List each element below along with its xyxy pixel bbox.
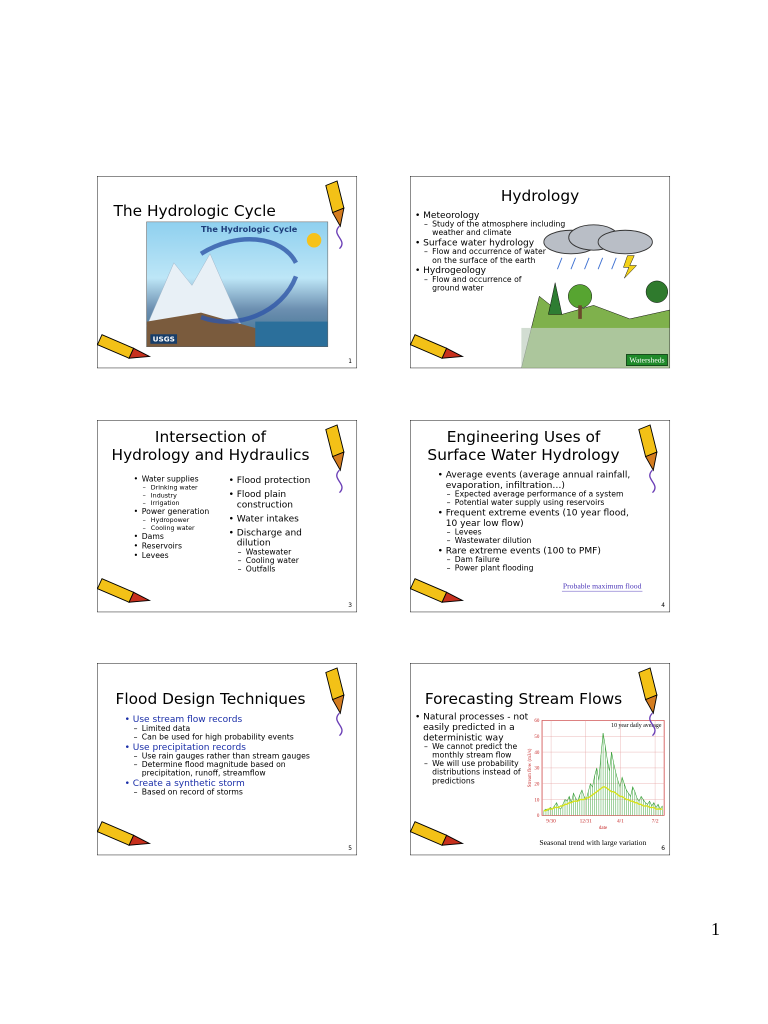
bullet: • Water intakes: [229, 513, 328, 523]
slide-engineering-uses: [410, 420, 670, 612]
tree-icon: [568, 285, 592, 309]
y-tick-label: 0: [536, 814, 540, 820]
slide-number: 3: [348, 602, 353, 610]
slide-forecasting: [410, 663, 670, 855]
tree-icon: [548, 283, 562, 315]
hydrologic-cycle-figure: [146, 222, 328, 347]
sub-bullet: – Flow and occurrence of ground water: [415, 275, 536, 292]
bullet: • Frequent extreme events (10 year flood, 10 year low flow): [438, 507, 637, 528]
sub-bullet: – Irrigation: [134, 500, 224, 508]
sub-bullet: – We cannot predict the monthly stream flow: [415, 743, 533, 760]
left-list: [134, 475, 224, 561]
sub-bullet: – Use rain gauges rather than stream gauges: [125, 752, 319, 761]
slide-title-line1: Intersection of: [154, 428, 267, 447]
slide-hydrology: [410, 176, 670, 368]
x-tick-label: 7/2: [651, 818, 659, 825]
sub-bullet: – Based on record of storms: [125, 788, 319, 797]
sub-bullet: – Wastewater dilution: [438, 537, 637, 546]
sub-bullet: – Limited data: [125, 724, 319, 733]
crayon-icon: [410, 808, 469, 849]
chart-title: 10 year daily average: [611, 722, 662, 729]
bullet: • Use precipitation records: [125, 742, 319, 752]
slide-title-line2: Surface Water Hydrology: [427, 446, 620, 465]
cycle-illustration: [147, 222, 328, 346]
sub-bullet: – We will use probability distributions instead of predictions: [415, 760, 533, 786]
bullet: • Discharge and dilution: [229, 527, 328, 548]
y-tick-label: 40: [534, 750, 540, 756]
sub-bullet: – Power plant flooding: [438, 564, 637, 573]
slide-number: 4: [661, 602, 666, 610]
slide-number: 5: [348, 845, 353, 853]
sub-bullet: – Outfalls: [229, 565, 328, 574]
crayon-icon: [625, 663, 666, 735]
sub-bullet: – Flow and occurrence of water on the surface of the earth: [415, 248, 550, 265]
bullet: • Create a synthetic storm: [125, 778, 319, 788]
slide-intersection: [97, 420, 357, 612]
sub-bullet: – Wastewater: [229, 548, 328, 557]
bullet: • Water supplies: [134, 475, 224, 484]
bullet: • Reservoirs: [134, 542, 224, 551]
crayon-icon: [97, 808, 156, 849]
sub-bullet: – Cooling water: [134, 524, 224, 532]
crayon-icon: [625, 420, 666, 492]
bullet: • Flood protection: [229, 475, 328, 485]
y-axis-label: Stream flow (m3/s): [528, 748, 534, 788]
crayon-icon: [410, 565, 469, 606]
crayon-icon: [97, 565, 156, 606]
y-tick-label: 60: [534, 719, 540, 725]
sub-bullet: – Can be used for high probability events: [125, 733, 319, 742]
watersheds-badge[interactable]: Watersheds: [626, 354, 668, 366]
y-tick-label: 30: [534, 766, 540, 772]
sub-bullet: – Expected average performance of a system: [438, 490, 637, 499]
slide-title: The Hydrologic Cycle: [113, 202, 276, 221]
slide-title-line2: Hydrology and Hydraulics: [111, 446, 310, 465]
slide-flood-design: [97, 663, 357, 855]
slide-number: 1: [348, 358, 353, 366]
bullet: • Levees: [134, 551, 224, 560]
bullet: • Flood plain construction: [229, 489, 328, 510]
crayon-icon: [312, 420, 353, 492]
sub-bullet: – Hydropower: [134, 517, 224, 525]
lightning-icon: [623, 256, 636, 279]
slide-body: [415, 710, 534, 788]
crayon-icon: [312, 176, 353, 248]
sub-bullet: – Levees: [438, 528, 637, 537]
slide-title-line1: Engineering Uses of: [446, 428, 601, 447]
slide-title: Hydrology: [500, 186, 580, 205]
bullet: • Dams: [134, 532, 224, 541]
pmf-callout: Probable maximum flood: [562, 581, 642, 591]
y-tick-label: 10: [534, 798, 540, 804]
x-axis-label: date: [598, 825, 608, 831]
tree-icon: [646, 281, 668, 303]
bullet: • Average events (average annual rainfall, evaporation, infiltration…): [438, 469, 637, 490]
x-tick-label: 9/30: [546, 818, 556, 825]
y-tick-label: 20: [534, 782, 540, 788]
crayon-icon: [97, 321, 156, 362]
sub-bullet: – Potential water supply using reservoirs: [438, 499, 637, 508]
slide-hydrologic-cycle: [97, 176, 357, 368]
sub-bullet: – Cooling water: [229, 557, 328, 566]
x-tick-label: 12/31: [579, 818, 592, 825]
page-number: 1: [711, 919, 720, 939]
sub-bullet: – Study of the atmosphere including weather and climate: [415, 220, 569, 237]
slide-body: [438, 469, 637, 573]
slide-body: [125, 714, 319, 797]
bullet: • Natural processes - not easily predicted in a deterministic way: [415, 711, 533, 742]
bullet: • Meteorology: [415, 210, 569, 220]
sub-bullet: – Determine flood magnitude based on precipitation, runoff, streamflow: [125, 761, 319, 778]
rain-cloud-landscape: [521, 224, 670, 368]
sub-bullet: – Industry: [134, 492, 224, 500]
x-tick-label: 4/1: [616, 818, 624, 825]
bullet: • Use stream flow records: [125, 714, 319, 724]
chart-caption: Seasonal trend with large variation: [539, 838, 647, 848]
slide-title: Forecasting Stream Flows: [424, 690, 623, 709]
bullet: • Rare extreme events (100 to PMF): [438, 545, 637, 555]
y-tick-label: 50: [534, 735, 540, 741]
slide-number: 6: [661, 845, 666, 853]
bullet: • Power generation: [134, 507, 224, 516]
usgs-logo: USGS: [150, 334, 177, 343]
crayon-icon: [410, 321, 469, 362]
crayon-icon: [312, 663, 353, 735]
bullet: • Surface water hydrology: [415, 237, 569, 247]
slide-title: Flood Design Techniques: [115, 690, 306, 709]
sub-bullet: – Drinking water: [134, 484, 224, 492]
cycle-figure-title: The Hydrologic Cycle: [201, 224, 298, 235]
sub-bullet: – Dam failure: [438, 556, 637, 565]
bullet: • Hydrogeology: [415, 265, 569, 275]
